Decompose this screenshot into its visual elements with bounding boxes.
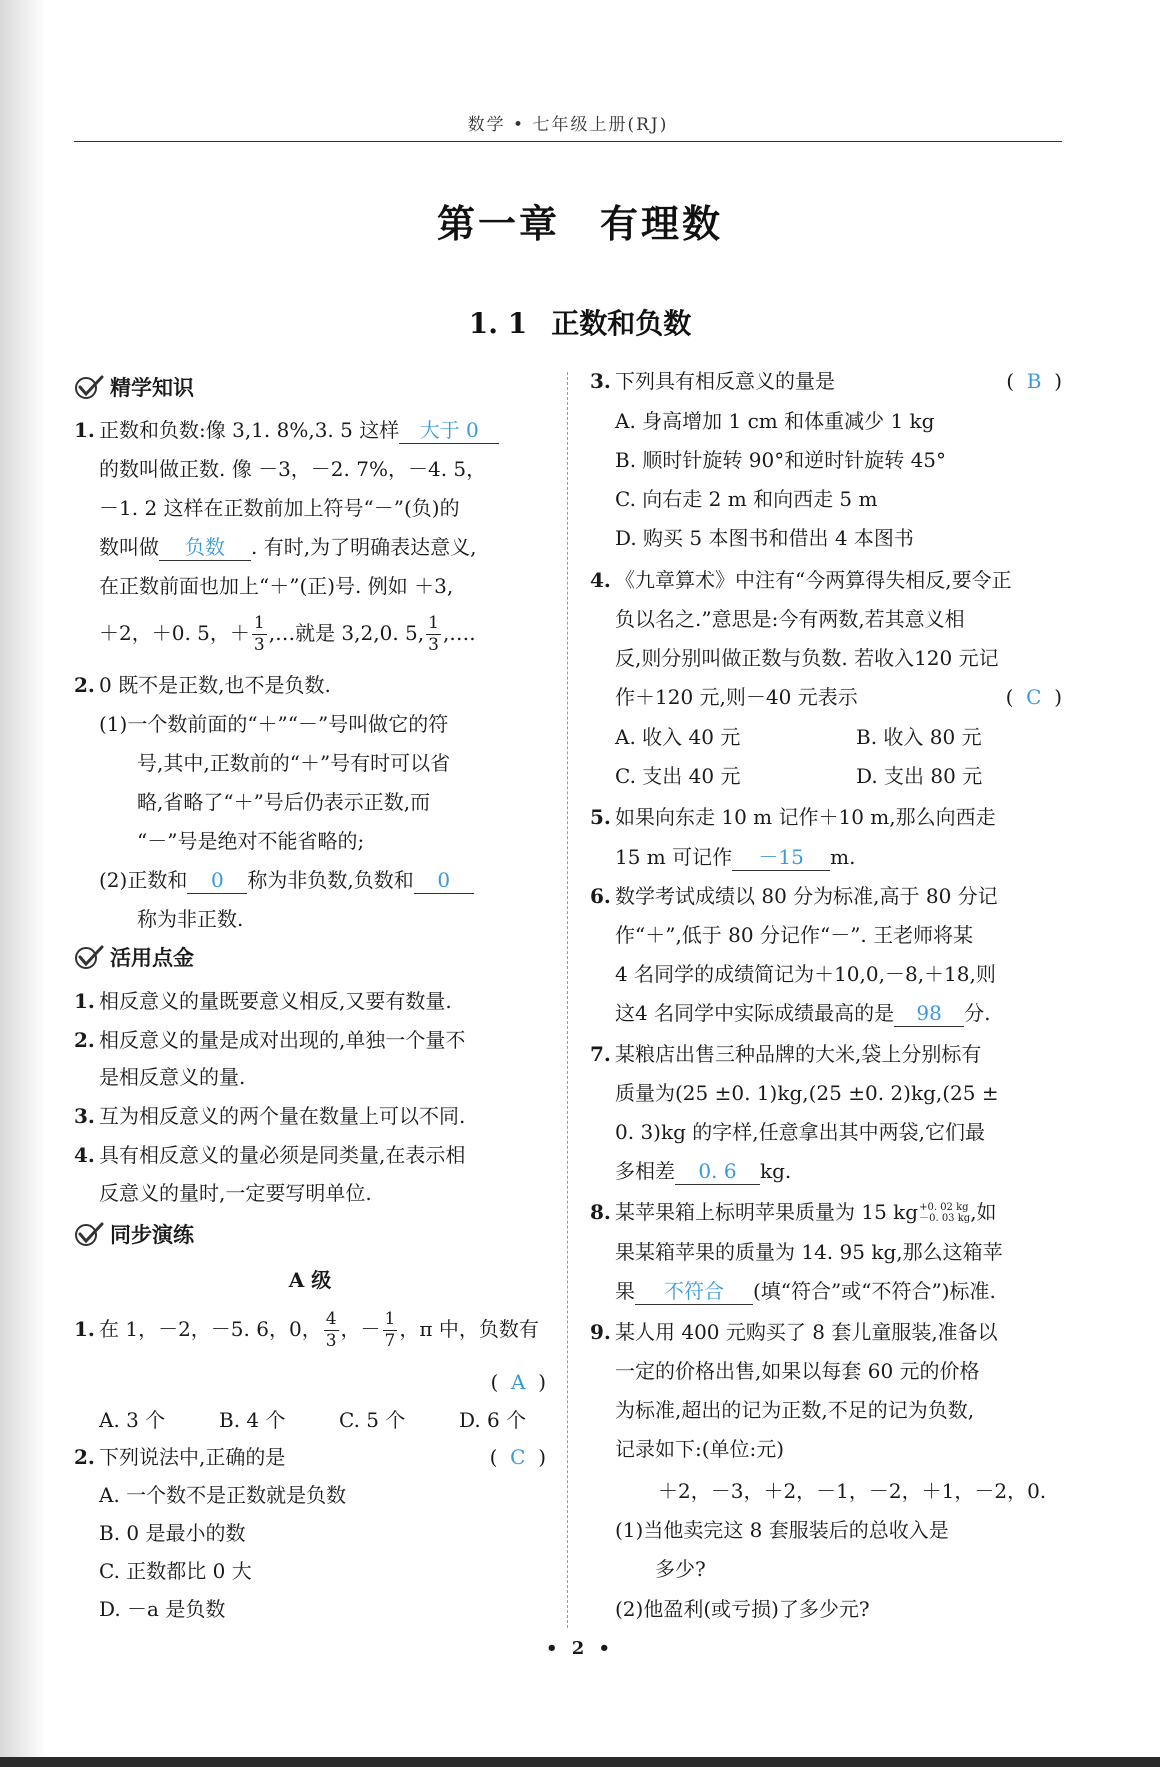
- check-badge-icon: [74, 944, 104, 970]
- option[interactable]: D. 购买 5 本图书和借出 4 本图书: [615, 526, 914, 550]
- section-name: 正数和负数: [551, 307, 692, 340]
- section-number: 1. 1: [468, 307, 528, 340]
- q4-line-4: 作＋120 元,则－40 元表示 ( C ): [590, 678, 1062, 717]
- q6-line-1: 6. 数学考试成绩以 80 分为标准,高于 80 分记: [590, 884, 998, 908]
- option[interactable]: C. 向右走 2 m 和向西走 5 m: [615, 487, 878, 511]
- knowledge-item-1-line-6: ＋2，＋0. 5，＋ $\frac{1}{3}$ ,…就是 3,2,0. 5, $\frac{1}{3}$ ,….: [99, 613, 476, 655]
- option[interactable]: B. 4 个: [219, 1408, 286, 1432]
- check-badge-icon: [74, 374, 104, 400]
- apply-heading: [74, 939, 194, 978]
- fraction: $\frac{1}{3}$: [253, 613, 265, 655]
- option[interactable]: B. 顺时针旋转 90°和逆时针旋转 45°: [615, 448, 947, 472]
- knowledge-item-1-line-5: 在正数前面也加上“＋”(正)号. 例如 ＋3,: [99, 574, 454, 598]
- q4-line-3: 反,则分别叫做正数与负数. 若收入120 元记: [615, 646, 999, 670]
- column-divider: [567, 372, 568, 1628]
- q1-stem: 1. 在 1，－2，－5. 6，0， $\frac{4}{3}$ ，－ $\frac{1}{7}$ ，π 中，负数有: [74, 1309, 539, 1351]
- blank-answer[interactable]: 0. 6: [675, 1154, 760, 1185]
- option[interactable]: A. 收入 40 元: [615, 725, 741, 749]
- q6-line-3: 4 名同学的成绩简记为＋10,0,－8,＋18,则: [615, 962, 996, 986]
- q7-line-4: 多相差 0. 6 kg.: [615, 1152, 791, 1191]
- q9-line-3: 为标准,超出的记为正数,不足的记为负数,: [615, 1398, 975, 1422]
- apply-item-4-line-2: 反意义的量时,一定要写明单位.: [99, 1181, 372, 1205]
- q7-line-1: 7. 某粮店出售三种品牌的大米,袋上分别标有: [590, 1042, 982, 1066]
- q7-line-3: 0. 3)kg 的字样,任意拿出其中两袋,它们最: [615, 1120, 985, 1144]
- blank-answer[interactable]: 大于 0: [399, 413, 499, 444]
- section-title: [0, 302, 1160, 342]
- fraction: $\frac{1}{3}$: [428, 613, 439, 655]
- answer-paren: ( A ): [490, 1370, 546, 1394]
- apply-item-4-line-1: 4. 具有相反意义的量必须是同类量,在表示相: [74, 1143, 466, 1167]
- apply-item-2-line-2: 是相反意义的量.: [99, 1065, 246, 1089]
- q4-options-row-2: [590, 757, 1062, 796]
- option[interactable]: D. 6 个: [459, 1408, 527, 1432]
- knowledge-item-1-line-3: －1. 2 这样在正数前加上符号“－”(负)的: [99, 496, 460, 520]
- q8-line-3: 果 不符合 (填“符合”或“不符合”)标准.: [615, 1272, 996, 1311]
- blank-answer[interactable]: 负数: [159, 530, 251, 561]
- q7-line-2: 质量为(25 ±0. 1)kg,(25 ±0. 2)kg,(25 ±: [615, 1081, 999, 1105]
- q9-sub1-line-2: 多少?: [655, 1557, 706, 1581]
- level-a-title: A 级: [288, 1268, 332, 1292]
- check-badge-icon: [74, 1221, 104, 1247]
- q9-sub2: (2)他盈利(或亏损)了多少元?: [615, 1597, 870, 1621]
- q9-line-4: 记录如下:(单位:元): [615, 1437, 785, 1461]
- page-shadow: [0, 0, 46, 1767]
- option[interactable]: C. 5 个: [339, 1408, 406, 1432]
- answer-paren: ( C ): [1005, 685, 1062, 709]
- q1-answer-row: [74, 1363, 546, 1402]
- q5-line-1: 5. 如果向东走 10 m 记作＋10 m,那么向西走: [590, 805, 996, 829]
- knowledge-item-1-line-4: 数叫做 负数 . 有时,为了明确表达意义,: [99, 528, 476, 567]
- q9-data-line: ＋2，－3，＋2，－1，－2，＋1，－2，0.: [658, 1479, 1047, 1503]
- q8-line-2: 果某箱苹果的质量为 14. 95 kg,那么这箱苹: [615, 1240, 1003, 1264]
- practice-heading-text: 同步演练: [110, 1223, 194, 1247]
- option[interactable]: D. －a 是负数: [99, 1597, 226, 1621]
- tolerance: +0. 02 kg －0. 03 kg: [919, 1202, 971, 1224]
- apply-item-2-line-1: 2. 相反意义的量是成对出现的,单独一个量不: [74, 1028, 466, 1052]
- option[interactable]: D. 支出 80 元: [856, 764, 983, 788]
- option[interactable]: C. 正数都比 0 大: [99, 1559, 252, 1583]
- blank-answer[interactable]: 0: [414, 863, 474, 894]
- blank-answer[interactable]: 0: [187, 863, 247, 894]
- fraction: $\frac{1}{7}$: [384, 1309, 396, 1351]
- blank-answer[interactable]: 98: [894, 996, 964, 1027]
- knowledge-heading-text: 精学知识: [110, 376, 194, 400]
- knowledge-item-2-line-1: 2. 0 既不是正数,也不是负数.: [74, 673, 331, 697]
- practice-heading: [74, 1216, 194, 1255]
- knowledge-item-2-sub2-line-2: 称为非正数.: [137, 907, 244, 931]
- q9-sub1-line-1: (1)当他卖完这 8 套服装后的总收入是: [615, 1518, 949, 1542]
- chapter-title: [0, 193, 1160, 248]
- blank-answer[interactable]: 不符合: [635, 1274, 753, 1305]
- knowledge-heading: [74, 369, 194, 408]
- q2-stem: 2. 下列说法中,正确的是 ( C ): [74, 1438, 546, 1477]
- blank-answer[interactable]: －15: [732, 840, 830, 871]
- apply-item-1: 1. 相反意义的量既要意义相反,又要有数量.: [74, 989, 452, 1013]
- knowledge-item-1-line-1: 1. 正数和负数:像 3,1. 8%,3. 5 这样 大于 0: [74, 411, 499, 450]
- answer-choice[interactable]: B: [1026, 369, 1042, 393]
- q3-stem: 3. 下列具有相反意义的量是 ( B ): [590, 362, 1062, 401]
- q6-line-2: 作“＋”,低于 80 分记作“－”. 王老师将某: [615, 923, 974, 947]
- apply-heading-text: 活用点金: [110, 946, 194, 970]
- option[interactable]: B. 0 是最小的数: [99, 1521, 246, 1545]
- q6-line-4: 这4 名同学中实际成绩最高的是 98 分.: [615, 994, 990, 1033]
- answer-choice[interactable]: A: [511, 1370, 526, 1394]
- option[interactable]: A. 3 个: [99, 1408, 166, 1432]
- knowledge-item-2-sub1-line-2: 号,其中,正数前的“＋”号有时可以省: [137, 751, 451, 775]
- chapter-name: 有理数: [600, 202, 724, 246]
- q5-line-2: 15 m 可记作 －15 m.: [615, 838, 855, 877]
- q8-line-1: 8. 某苹果箱上标明苹果质量为 15 kg +0. 02 kg －0. 03 kg ,如: [590, 1200, 997, 1224]
- chapter-number: 第一章: [436, 202, 560, 246]
- knowledge-item-2-sub1-line-1: (1)一个数前面的“＋”“－”号叫做它的符: [99, 712, 449, 736]
- answer-paren: ( C ): [489, 1445, 546, 1469]
- q4-options-row-1: [590, 718, 1062, 757]
- fraction: $\frac{4}{3}$: [325, 1309, 337, 1351]
- option[interactable]: B. 收入 80 元: [856, 725, 982, 749]
- option[interactable]: A. 身高增加 1 cm 和体重减少 1 kg: [615, 409, 935, 433]
- q9-line-2: 一定的价格出售,如果以每套 60 元的价格: [615, 1359, 980, 1383]
- answer-choice[interactable]: C: [1026, 685, 1042, 709]
- knowledge-item-2-sub1-line-4: “－”号是绝对不能省略的;: [137, 829, 365, 853]
- q4-line-2: 负以名之.”意思是:今有两数,若其意义相: [615, 607, 965, 631]
- q4-line-1: 4. 《九章算术》中注有“今两算得失相反,要令正: [590, 568, 1012, 592]
- knowledge-item-2-sub2-line-1: (2)正数和 0 称为非负数,负数和 0: [99, 861, 474, 900]
- header-rule: [74, 141, 1062, 142]
- knowledge-item-2-sub1-line-3: 略,省略了“＋”号后仍表示正数,而: [137, 790, 431, 814]
- page-number: • 2 •: [545, 1638, 615, 1659]
- knowledge-item-1-line-2: 的数叫做正数. 像 －3，－2. 7%，－4. 5，: [99, 457, 487, 481]
- running-head: 数学 • 七年级上册(RJ): [467, 115, 669, 135]
- apply-item-3: 3. 互为相反意义的两个量在数量上可以不同.: [74, 1104, 466, 1128]
- option[interactable]: A. 一个数不是正数就是负数: [99, 1483, 347, 1507]
- q1-options: [74, 1401, 546, 1440]
- bottom-bar: [0, 1757, 1160, 1767]
- answer-choice[interactable]: C: [510, 1445, 526, 1469]
- option[interactable]: C. 支出 40 元: [615, 764, 741, 788]
- answer-paren: ( B ): [1006, 369, 1062, 393]
- q9-line-1: 9. 某人用 400 元购买了 8 套儿童服装,准备以: [590, 1320, 998, 1344]
